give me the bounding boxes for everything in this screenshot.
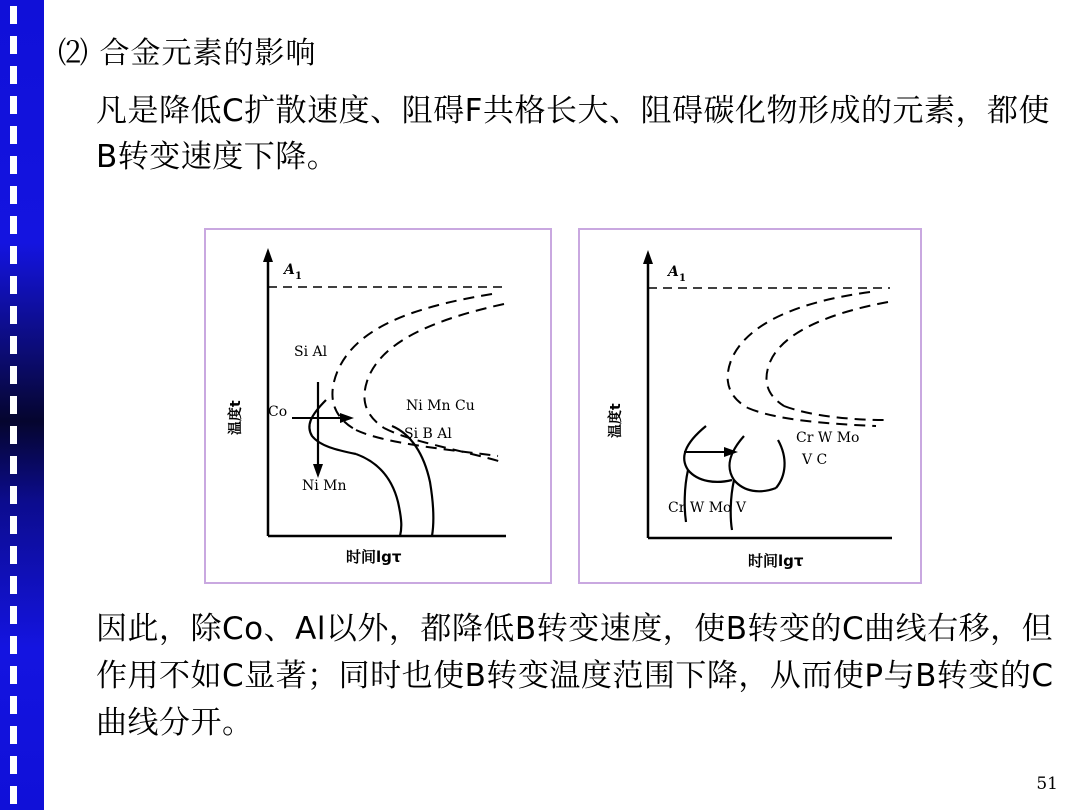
svg-text:时间lgτ: 时间lgτ: [748, 552, 804, 570]
c-curve-diagram-left: [204, 228, 552, 584]
svg-text:Cr W Mo: Cr W Mo: [796, 430, 860, 446]
svg-text:温度t: 温度t: [608, 403, 624, 438]
svg-text:A: A: [668, 264, 679, 280]
svg-text:温度t: 温度t: [228, 400, 244, 435]
svg-text:Si B Al: Si B Al: [404, 426, 452, 442]
svg-text:V C: V C: [802, 452, 828, 468]
svg-text:Ni Mn Cu: Ni Mn Cu: [406, 398, 475, 414]
svg-text:Cr W Mo V: Cr W Mo V: [668, 500, 747, 516]
svg-text:Si Al: Si Al: [294, 344, 328, 360]
svg-text:Co: Co: [268, 404, 288, 420]
dashed-line-decoration: [10, 0, 17, 810]
paragraph-top: 凡是降低C扩散速度、阻碍F共格长大、阻碍碳化物形成的元素，都使B转变速度下降。: [96, 93, 1050, 175]
svg-text:Ni Mn: Ni Mn: [302, 478, 347, 494]
decorative-left-strip: [0, 0, 44, 810]
svg-text:A: A: [284, 262, 295, 278]
slide-content: [44, 0, 1080, 810]
c-curve-diagram-right: [578, 228, 922, 584]
svg-text:时间lgτ: 时间lgτ: [346, 548, 402, 566]
svg-text:1: 1: [295, 271, 302, 282]
paragraph-bottom: 因此，除Co、Al以外，都降低B转变速度，使B转变的C曲线右移，但作用不如C显著；同时也使B转变温度范围下降，从而使P与B转变的C曲线分开。: [96, 611, 1054, 741]
page-title: ⑵ 合金元素的影响: [58, 36, 317, 71]
svg-text:1: 1: [679, 273, 686, 284]
page-number: 51: [1036, 774, 1058, 794]
